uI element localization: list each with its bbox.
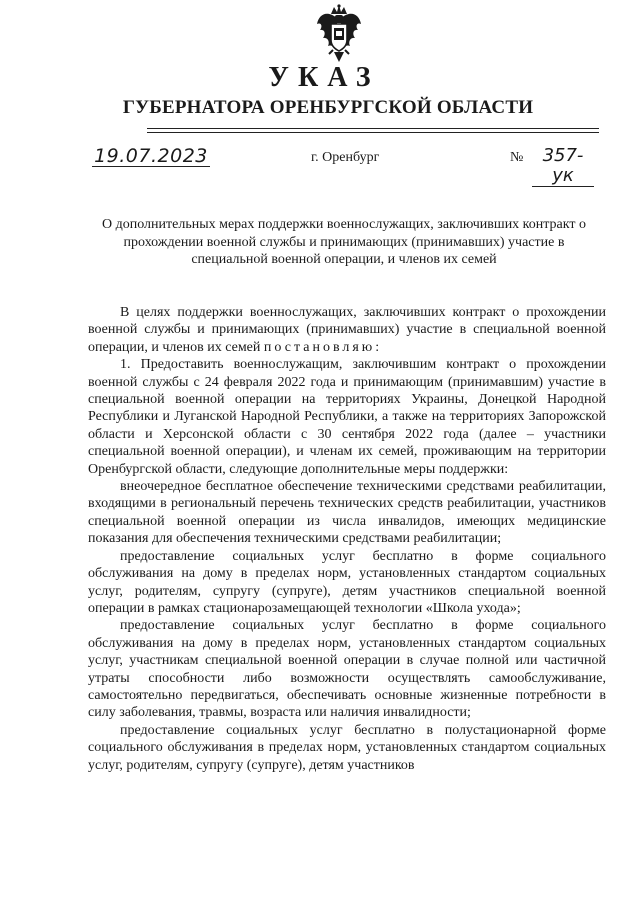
document-body (88, 304, 606, 774)
header-divider (147, 132, 599, 133)
header-divider (147, 128, 599, 129)
document-city: г. Оренбург (311, 150, 380, 165)
coat-of-arms-icon (315, 4, 363, 64)
body-paragraph: предоставление социальных услуг бесплатно в форме социального обслуживания на дому в пределах норм, установленных стандартом социальных услуг, участникам специальной военной операции в случае полной или частичной утраты способности либо возможности осуществлять самообслуживание, самостоятельно передвигаться, обеспечивать основные жизненные потребности в силу заболевания, травмы, возраста или наличия инвалидности; (88, 618, 606, 721)
body-paragraph: 1. Предоставить военнослужащим, заключившим контракт о прохождении военной службы с 24 февраля 2022 года и принимающим (принимавшим) участие в специальной военной операции на территориях Украины, Донецкой Народной Республики и Луганской Народной Республики, а также на территориях Запорожской области и Херсонской области с 30 сентября 2022 года (далее – участники специальной военной операции), и членам их семей, проживающим на территории Оренбургской области, следующие дополнительные меры поддержки: (88, 357, 606, 477)
intro-text: В целях поддержки военнослужащих, заключивших контракт о прохождении военной службы и принимающих (принимавших) участие в специальной военной операции, и членов их семей (88, 305, 606, 355)
intro-decree-word: постановляю (263, 339, 376, 355)
document-number-sign: № (510, 150, 524, 165)
intro-paragraph (88, 304, 606, 356)
document-date: 19.07.2023 (92, 146, 210, 167)
issuer-heading: ГУБЕРНАТОРА ОРЕНБУРГСКОЙ ОБЛАСТИ (122, 97, 534, 118)
document-title: О дополнительных мерах поддержки военнослужащих, заключивших контракт о прохождении военной службы и принимающих (принимавших) участие в специальной военной операции, и членов их семей (101, 217, 587, 267)
body-paragraph: внеочередное бесплатное обеспечение техническими средствами реабилитации, входящими в региональный перечень технических средств реабилитации, участников специальной военной операции из числа инвалидов, имеющих медицинские показания для обеспечения техническими средствами реабилитации; (88, 479, 606, 547)
document-type-heading: УКАЗ (268, 62, 380, 93)
document-number: 357-ук (532, 146, 594, 187)
body-paragraph: предоставление социальных услуг бесплатно в форме социального обслуживания на дому в пределах норм, установленных стандартом социальных услуг, родителям, супругу (супруге), детям участников специальной военной операции в рамках стационарозамещающей технологии «Школа ухода»; (88, 548, 606, 616)
intro-colon: : (375, 339, 380, 355)
body-paragraph: предоставление социальных услуг бесплатно в полустационарной форме социального обслуживания в пределах норм, установленных стандартом социальных услуг, родителям, супругу (супруге), детям участников (88, 722, 606, 773)
